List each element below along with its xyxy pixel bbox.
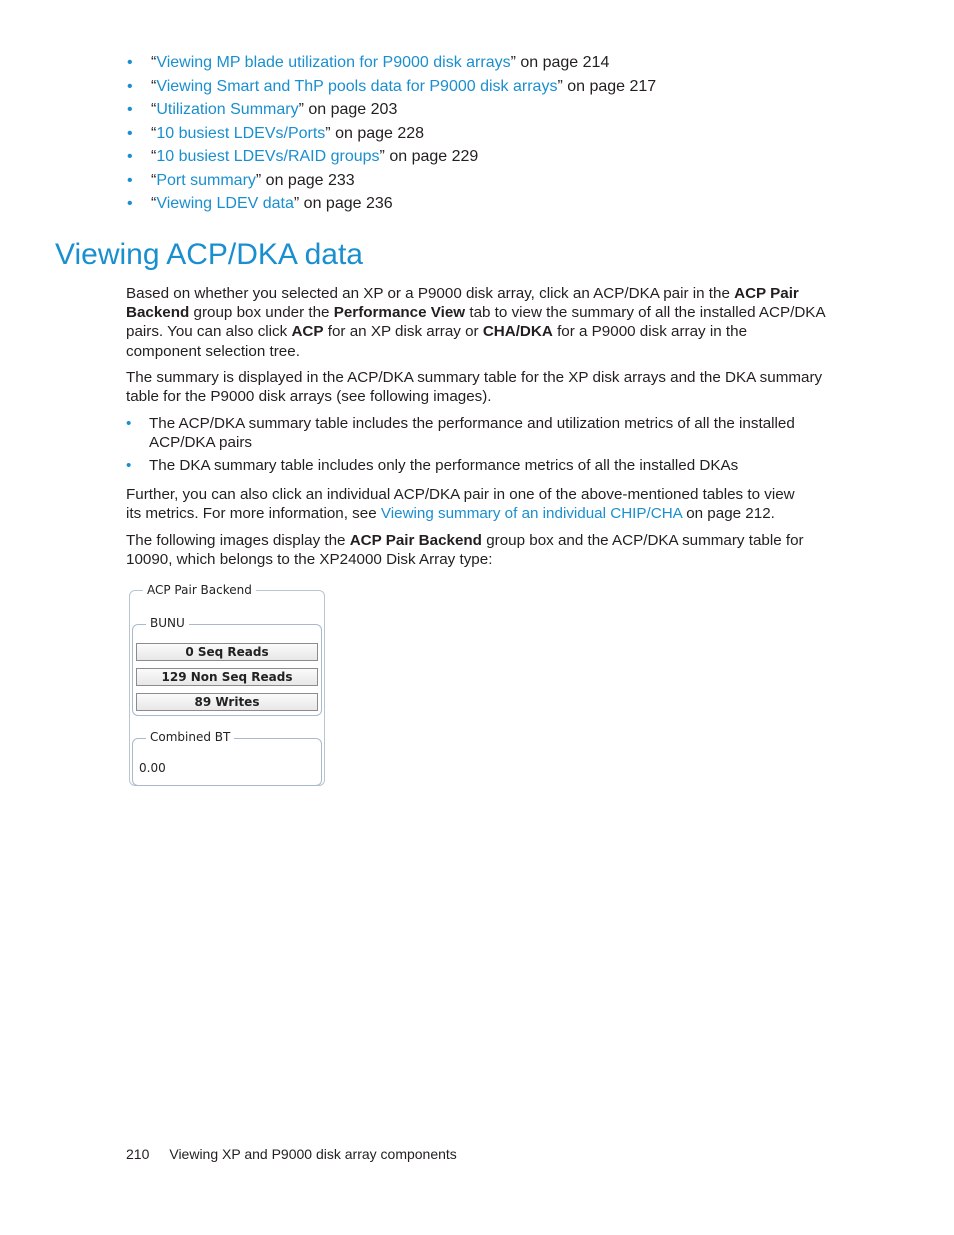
paragraph-summary: The summary is displayed in the ACP/DKA summary table for the XP disk arrays and the DKA summary table for the P9000 disk arrays (see following images). xyxy=(126,369,823,406)
list-item: • The DKA summary table includes only the performance metrics of all the installed DKAs xyxy=(126,457,739,475)
bullet-icon: • xyxy=(127,195,133,212)
bullet-icon: • xyxy=(126,457,132,475)
list-item: • “10 busiest LDEVs/RAID groups” on page 229 xyxy=(127,145,656,169)
list-item: • The ACP/DKA summary table includes the performance and utilization metrics of all the installed ACP/DKA pairs xyxy=(126,415,795,452)
bullet-icon: • xyxy=(127,171,133,189)
acp-pair-backend-screenshot xyxy=(127,580,329,788)
paragraph-images: The following images display the ACP Pair Backend group box and the ACP/DKA summary table for 10090, which belongs to the XP24000 Disk Array type: xyxy=(126,532,804,569)
groupbox-title: BUNU xyxy=(146,616,189,630)
footer-text: Viewing XP and P9000 disk array components xyxy=(169,1146,457,1162)
list-item: • “Viewing MP blade utilization for P9000 disk arrays” on page 214 xyxy=(127,51,656,75)
paragraph-intro: Based on whether you selected an XP or a P9000 disk array, click an ACP/DKA pair in the ACP Pair Backend group box under the Performance View tab to view the summary of all the installed ACP/DKA pairs. You can also click ACP for an XP disk array or CHA/DKA for a P9000 disk array in the component selection tree. xyxy=(126,285,826,360)
page-number: 210 xyxy=(126,1146,150,1162)
bullet-icon: • xyxy=(126,415,132,432)
groupbox-title: ACP Pair Backend xyxy=(143,583,256,597)
list-item: • “10 busiest LDEVs/Ports” on page 228 xyxy=(127,122,656,146)
bullet-icon: • xyxy=(127,101,133,118)
list-item: • “Viewing Smart and ThP pools data for P9000 disk arrays” on page 217 xyxy=(127,75,656,99)
list-item: • “Utilization Summary” on page 203 xyxy=(127,98,656,122)
paragraph-further: Further, you can also click an individual ACP/DKA pair in one of the above-mentioned tables to view its metrics. For more information, see Viewing summary of an individual CHIP/CHA on page 212. xyxy=(126,486,795,523)
link[interactable]: Port summary xyxy=(156,171,256,189)
related-links-list xyxy=(127,51,656,216)
link[interactable]: 10 busiest LDEVs/RAID groups xyxy=(156,148,380,165)
link[interactable]: Viewing LDEV data xyxy=(156,195,294,212)
table-description-list xyxy=(126,414,795,480)
link[interactable]: Utilization Summary xyxy=(156,101,299,118)
link-individual-chip-cha[interactable]: Viewing summary of an individual CHIP/CHA xyxy=(380,505,682,523)
groupbox-title: Combined BT xyxy=(146,730,234,744)
page-footer xyxy=(126,1146,457,1162)
bullet-icon: • xyxy=(127,124,133,142)
section-title: Viewing ACP/DKA data xyxy=(55,238,363,271)
link[interactable]: Viewing MP blade utilization for P9000 disk arrays xyxy=(156,54,511,71)
combined-bt-value: 0.00 xyxy=(139,761,166,775)
bullet-icon: • xyxy=(127,148,133,165)
link[interactable]: 10 busiest LDEVs/Ports xyxy=(156,124,326,142)
writes-button[interactable]: 89 Writes xyxy=(136,693,318,711)
non-seq-reads-button[interactable]: 129 Non Seq Reads xyxy=(136,668,318,686)
list-item: • “Viewing LDEV data” on page 236 xyxy=(127,192,656,216)
list-item: • “Port summary” on page 233 xyxy=(127,169,656,193)
bullet-icon: • xyxy=(127,77,133,95)
seq-reads-button[interactable]: 0 Seq Reads xyxy=(136,643,318,661)
bullet-icon: • xyxy=(127,54,133,71)
link[interactable]: Viewing Smart and ThP pools data for P9000 disk arrays xyxy=(156,77,558,95)
